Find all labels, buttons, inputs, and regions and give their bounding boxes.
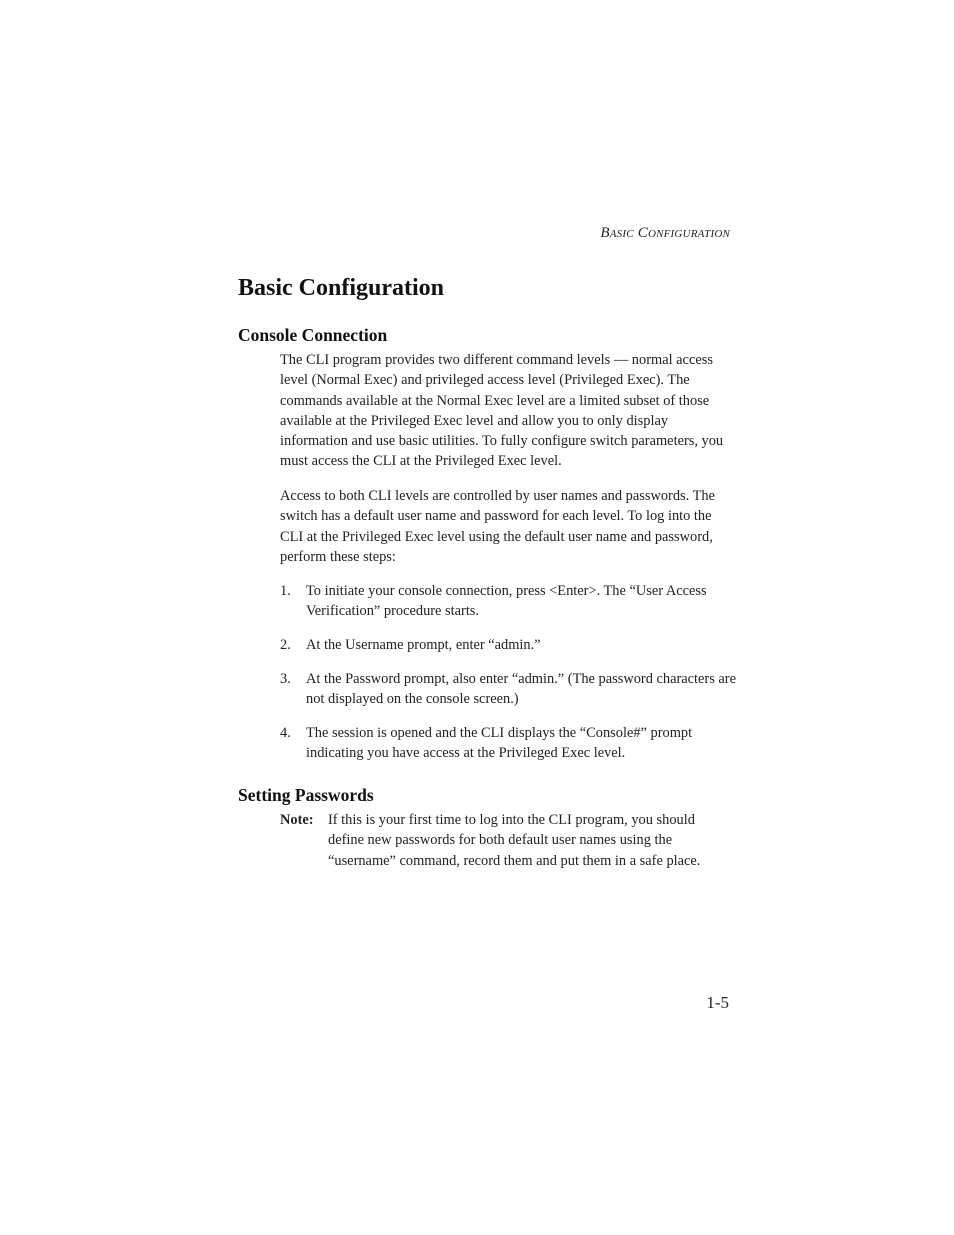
step-text: To initiate your console connection, press <Enter>. The “User Access Verification” procedure starts. [306, 583, 707, 620]
step-number: 3. [280, 670, 291, 687]
step-text: The session is opened and the CLI displays the “Console#” prompt indicating you have access at the Privileged Exec level. [306, 724, 693, 762]
section-heading-setting-passwords: Setting Passwords [238, 785, 374, 805]
paragraph-access-control: Access to both CLI levels are controlled by user names and passwords. The switch has a default user name and password for each level. To log into the CLI at the Privileged Exec level using the default user name and password, perform these steps: [280, 488, 715, 565]
note-text: If this is your first time to log into the CLI program, you should define new passwords for both default user names using the “username” command, record them and put them in a safe place. [328, 812, 701, 869]
running-header-initial-1: B [600, 225, 610, 241]
step-number: 1. [280, 583, 291, 599]
running-header-rest-1: ASIC [609, 228, 634, 240]
list-item [280, 723, 740, 764]
running-header-initial-2: C [637, 225, 648, 241]
page-title: Basic Configuration [238, 275, 445, 301]
running-header [600, 225, 730, 242]
list-item [280, 669, 740, 710]
note-block [280, 810, 730, 871]
login-steps-list [280, 581, 740, 777]
section-heading-console-connection: Console Connection [238, 325, 388, 345]
running-header-rest-2: ONFIGURATION [647, 228, 730, 240]
step-number: 2. [280, 637, 291, 654]
list-item [280, 635, 740, 655]
list-item [280, 581, 740, 622]
page-number: 1-5 [706, 993, 729, 1012]
step-number: 4. [280, 724, 291, 741]
step-text: At the Username prompt, enter “admin.” [306, 637, 541, 654]
note-label: Note: [280, 812, 314, 828]
step-text: At the Password prompt, also enter “admin.” (The password characters are not displayed on the console screen.) [306, 670, 736, 708]
paragraph-command-levels: The CLI program provides two different command levels — normal access level (Normal Exec) and privileged access level (Privileged Exec). The commands available at the Normal Exec level are a limited subset of those available at the Privileged Exec level and allow you to only display information and use basic utilities. To fully configure switch parameters, you must access the CLI at the Privileged Exec level. [280, 352, 724, 470]
